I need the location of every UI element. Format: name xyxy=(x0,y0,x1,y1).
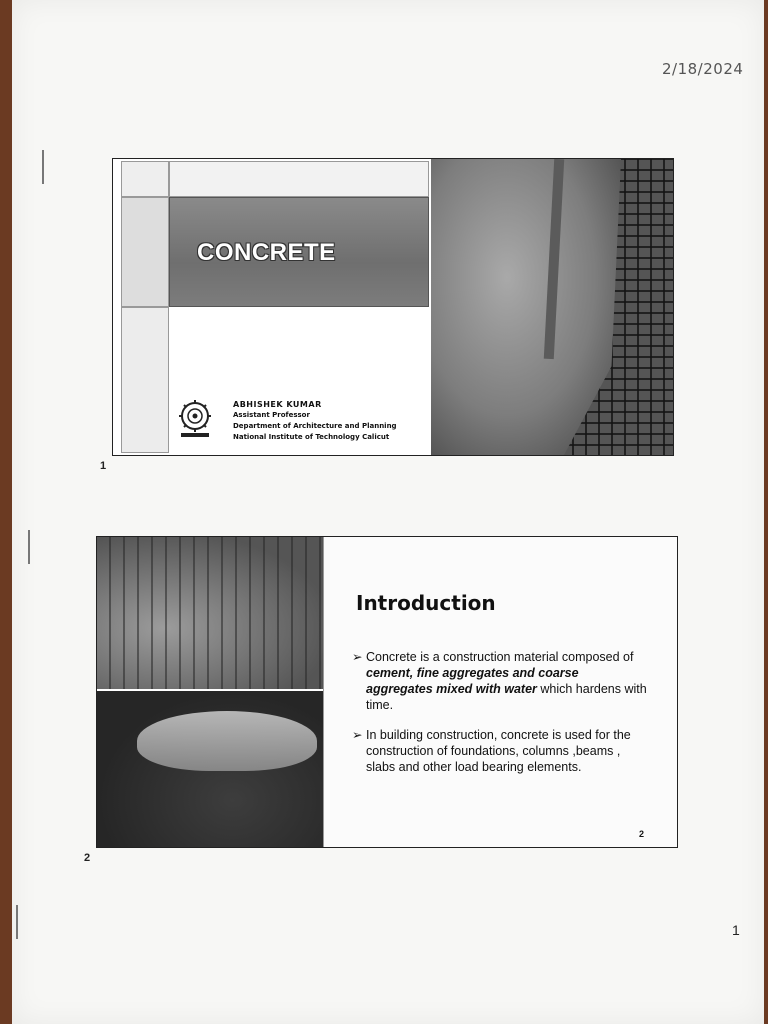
slide-text-area xyxy=(323,537,678,847)
decorative-block xyxy=(121,307,169,453)
author-institute: National Institute of Technology Calicut xyxy=(233,433,390,441)
decorative-block xyxy=(121,197,169,307)
printed-page xyxy=(12,0,764,1024)
slide-2 xyxy=(96,536,678,848)
arrow-bullet-icon: ➢ xyxy=(352,728,363,742)
institute-emblem-icon xyxy=(175,399,215,439)
punch-mark xyxy=(42,150,44,184)
bullet-emphasis: cement, fine aggregates and coarse aggregates mixed with water xyxy=(366,666,579,696)
slide-1-number: 1 xyxy=(100,460,107,472)
slide-1 xyxy=(112,158,674,456)
bullet-item xyxy=(352,649,648,713)
bullet-item xyxy=(352,727,648,775)
concrete-pour-photo xyxy=(431,159,673,455)
author-position: Assistant Professor xyxy=(233,411,310,419)
bullet-list xyxy=(352,649,648,789)
bullet-text: Concrete is a construction material composed of cement, fine aggregates and coarse aggregates mixed with water which hardens with time. xyxy=(366,650,647,712)
author-department: Department of Architecture and Planning xyxy=(233,422,397,430)
concrete-pump-photo xyxy=(97,691,323,847)
arrow-bullet-icon: ➢ xyxy=(352,650,363,664)
bullet-text: In building construction, concrete is used for the construction of foundations, columns ,beams , slabs and other load bearing elements. xyxy=(366,728,631,774)
decorative-block xyxy=(121,161,169,197)
slide-internal-number: 2 xyxy=(638,829,644,839)
punch-mark xyxy=(16,905,18,939)
decorative-block xyxy=(169,161,429,197)
page-number: 1 xyxy=(732,922,740,938)
slide-2-number: 2 xyxy=(84,852,91,864)
handwritten-date: 2/18/2024 xyxy=(662,60,744,78)
author-block xyxy=(233,399,397,443)
author-name: ABHISHEK KUMAR xyxy=(233,400,322,409)
construction-site-photo xyxy=(97,537,323,691)
slide-title: CONCRETE xyxy=(197,239,336,266)
slide-heading: Introduction xyxy=(356,591,496,615)
punch-mark xyxy=(28,530,30,564)
